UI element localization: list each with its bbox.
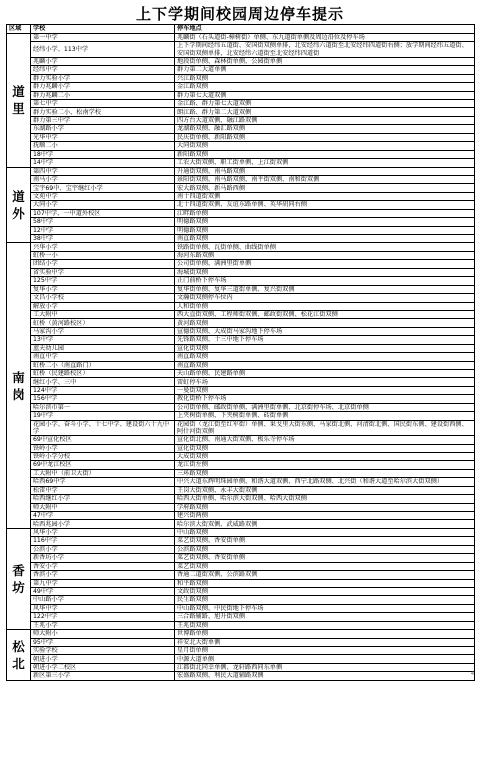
table-row <box>7 42 475 57</box>
school-cell: 虹桥（民建路校区） <box>31 370 175 378</box>
parking-cell: 宣德街双侧、大成街马家沟地下停车场 <box>175 327 475 335</box>
district-cell: 南 岗 <box>7 243 31 528</box>
parking-cell: 北十四道街双侧、友谊东路单侧、英华胡同右侧 <box>175 201 475 209</box>
table-row <box>7 142 475 150</box>
school-cell: 107中学、一中道外校区 <box>31 209 175 217</box>
table-row <box>7 503 475 511</box>
parking-cell: 中源大道单侧 <box>175 655 475 663</box>
table-row <box>7 243 475 251</box>
table-row <box>7 672 475 680</box>
parking-cell: 文瀚街双侧停车位内 <box>175 294 475 302</box>
parking-cell: 海城街双侧 <box>175 268 475 276</box>
page-title: 上下学期间校园周边停车提示 <box>135 5 344 23</box>
school-cell: 群力第三中学 <box>31 116 175 124</box>
table-row <box>7 638 475 646</box>
table-row <box>7 218 475 226</box>
table-row <box>7 403 475 411</box>
parking-cell: 文政街双侧 <box>175 587 475 595</box>
school-cell: 第四中学 <box>31 167 175 175</box>
table-row <box>7 495 475 503</box>
district-cell: 道 外 <box>7 167 31 243</box>
table-row <box>7 655 475 663</box>
table-row <box>7 260 475 268</box>
table-row <box>7 125 475 133</box>
notice-page <box>6 4 474 681</box>
parking-cell: 学府路双侧 <box>175 503 475 511</box>
school-cell: 新香坊小学 <box>31 554 175 562</box>
parking-cell: 民生路双侧 <box>175 596 475 604</box>
parking-cell: 景阳街双侧、南马路双侧、南平街双侧、南和街双侧 <box>175 175 475 183</box>
parking-cell: 宣化街北侧、南通大街双侧、极乐寺停车场 <box>175 436 475 444</box>
header-school: 学校 <box>31 25 175 34</box>
table-row <box>7 251 475 259</box>
school-cell: 东湖路小学 <box>31 125 175 133</box>
school-cell: 朝进小学 <box>31 655 175 663</box>
parking-cell: 公司街单侧、邮政街单侧、满洲里街单侧、北京街停车场、北京街单侧 <box>175 403 475 411</box>
parking-cell: 明德路双侧 <box>175 218 475 226</box>
school-cell: 花园小学、奋斗小学、十七中学、建设街六十九中学 <box>31 420 175 435</box>
parking-cell: 星月街单侧 <box>175 647 475 655</box>
parking-cell: 王岗大街双侧、永丰大街双侧 <box>175 486 475 494</box>
parking-cell: 升通街双侧、南马路双侧 <box>175 167 475 175</box>
school-cell: 大同小学 <box>31 201 175 209</box>
parking-cell: 复华街单侧、复华三道街单侧、复兴街双侧 <box>175 285 475 293</box>
table-row <box>7 192 475 200</box>
parking-cell: 雷虹停车场 <box>175 378 475 386</box>
school-cell: 师大附中 <box>31 503 175 511</box>
table-row <box>7 613 475 621</box>
school-cell: 实验学校 <box>31 647 175 655</box>
parking-cell: 三合路辅路、旭升街双侧 <box>175 613 475 621</box>
table-row <box>7 91 475 99</box>
parking-cell: 上夹树街单侧、下夹树街单侧、砖街单侧 <box>175 412 475 420</box>
parking-cell: 菜艺街双侧 <box>175 562 475 570</box>
school-cell: 风华中学 <box>31 604 175 612</box>
table-row <box>7 596 475 604</box>
parking-cell: 教化街桥下停车场 <box>175 395 475 403</box>
school-cell: 香滨小学 <box>31 571 175 579</box>
parking-cell: 中兴大道东辉明珠园单侧、和谐大道双侧、西宁北路双侧、北兴街（和谐大道至哈尔滨大街双侧） <box>175 478 475 486</box>
district-cell: 道 里 <box>7 34 31 168</box>
school-cell: 经纬小学、113中学 <box>31 42 175 57</box>
page-mark: 4 <box>470 670 474 677</box>
table-row <box>7 395 475 403</box>
school-cell: 蓝天幼儿园 <box>31 344 175 352</box>
parking-cell: 兴江路双侧 <box>175 74 475 82</box>
parking-cell: 明德路双侧 <box>175 226 475 234</box>
parking-cell: 中山路双侧 <box>175 528 475 536</box>
school-cell: 哈西继红小学 <box>31 495 175 503</box>
parking-cell: 哈尔滨大街双侧、武威路双侧 <box>175 520 475 528</box>
table-row <box>7 554 475 562</box>
school-cell: 兆麟小学 <box>31 57 175 65</box>
parking-cell: 天山路单侧、民建路单侧 <box>175 370 475 378</box>
school-cell: 156中学 <box>31 395 175 403</box>
parking-cell: 花园街（龙江街至红军街）单侧、果戈里大街东侧、马家街北侧、河清街北侧、国民街东侧、建设街西侧、阿什河街双侧 <box>175 420 475 435</box>
table-row <box>7 537 475 545</box>
school-cell: 69中龙江校区 <box>31 461 175 469</box>
school-cell: 南马小学 <box>31 175 175 183</box>
school-cell: 49中学 <box>31 587 175 595</box>
parking-cell: 南直路双侧 <box>175 235 475 243</box>
school-cell: 新区第三小学 <box>31 672 175 680</box>
school-cell: 14中学 <box>31 159 175 167</box>
table-body <box>7 34 475 681</box>
school-cell: 铁岭小学分校 <box>31 452 175 460</box>
school-cell: 122中学 <box>31 613 175 621</box>
school-cell: 继红小学、三中 <box>31 378 175 386</box>
school-cell: 师大附小 <box>31 630 175 638</box>
table-row <box>7 386 475 394</box>
table-row <box>7 587 475 595</box>
school-cell: 中山路小学 <box>31 596 175 604</box>
school-cell: 南直中学 <box>31 353 175 361</box>
parking-cell: 海河东路双侧 <box>175 251 475 259</box>
table-row <box>7 74 475 82</box>
school-cell: 哈西69中学 <box>31 478 175 486</box>
school-cell: 69中宣化校区 <box>31 436 175 444</box>
parking-cell: 建兴街两侧 <box>175 512 475 520</box>
school-cell: 复华小学 <box>31 285 175 293</box>
table-row <box>7 66 475 74</box>
parking-cell: 四方台大道双侧、融江路双侧 <box>175 116 475 124</box>
table-row <box>7 184 475 192</box>
school-cell: 光华中学 <box>31 133 175 141</box>
school-cell: 38中学 <box>31 235 175 243</box>
table-row <box>7 378 475 386</box>
parking-cell: 龙江街左侧 <box>175 461 475 469</box>
parking-cell: 上下学期间经纬五道街、安国街双侧单排，北安经纬六道街至北安经纬四道街右侧；放学期间经纬五道街、安国街双侧单排，北安经纬六道街至北安经纬四道街 <box>175 42 475 57</box>
school-cell: 文昌小学校 <box>31 294 175 302</box>
school-cell: 第九中学 <box>31 579 175 587</box>
table-row <box>7 621 475 629</box>
parking-cell: 西大直街双侧、工程师街双侧、邮政街双侧、松花江街双侧 <box>175 310 475 318</box>
table-row <box>7 579 475 587</box>
table-row <box>7 478 475 486</box>
table-row <box>7 159 475 167</box>
parking-cell: 新阳路双侧 <box>175 150 475 158</box>
table-row <box>7 100 475 108</box>
parking-cell: 铁路街单侧、瓦街单侧、曲线街单侧 <box>175 243 475 251</box>
parking-cell: 宏盛路双侧、利民大道辅路双侧 <box>175 672 475 680</box>
parking-cell: 公滨路双侧 <box>175 545 475 553</box>
school-cell: 第一中学 <box>31 34 175 42</box>
parking-cell: 民庆街单侧、新阳路双侧 <box>175 133 475 141</box>
table-row <box>7 336 475 344</box>
school-cell: 哈尔滨市第一 <box>31 403 175 411</box>
school-cell: 王兆小学 <box>31 621 175 629</box>
parking-cell: 大成街双侧 <box>175 452 475 460</box>
parking-cell: 祥安北大街单侧 <box>175 638 475 646</box>
table-row <box>7 452 475 460</box>
parking-cell: 南直路双侧 <box>175 361 475 369</box>
header-parking-location: 停车地点 <box>175 25 475 34</box>
table-row <box>7 235 475 243</box>
parking-cell: 哈西大街单侧、哈尔滨大街双侧、哈西大街双侧 <box>175 495 475 503</box>
parking-cell: 宏大路双侧、新马路西侧 <box>175 184 475 192</box>
parking-cell: 南直路双侧 <box>175 353 475 361</box>
table-row <box>7 167 475 175</box>
table-row <box>7 83 475 91</box>
table-row <box>7 469 475 477</box>
school-cell: 19中学 <box>31 412 175 420</box>
school-cell: 群力兆麟小学 <box>31 83 175 91</box>
school-cell: 宝宇69中、宝宇继红小学 <box>31 184 175 192</box>
school-cell: 47中学 <box>31 512 175 520</box>
school-cell: 解放小学 <box>31 302 175 310</box>
school-cell: 124中学 <box>31 386 175 394</box>
parking-cell: 和平路双侧 <box>175 579 475 587</box>
parking-cell: 大同街双侧 <box>175 142 475 150</box>
table-row <box>7 116 475 124</box>
school-cell: 省实验中学 <box>31 268 175 276</box>
school-cell: 香安小学 <box>31 562 175 570</box>
parking-cell: 朗江路、群力第二大道双侧 <box>175 108 475 116</box>
table-row <box>7 150 475 158</box>
school-cell: 群力实验小学 <box>31 74 175 82</box>
table-row <box>7 461 475 469</box>
parking-cell: 群力第二大道单侧 <box>175 66 475 74</box>
parking-cell: 江都街北同幸单侧、龙轩路西同东单侧 <box>175 663 475 671</box>
table-row <box>7 571 475 579</box>
school-cell: 抚顺二小 <box>31 142 175 150</box>
table-row <box>7 344 475 352</box>
school-cell: 群力实验二小、松南学校 <box>31 108 175 116</box>
school-cell: 朝进小学二校区 <box>31 663 175 671</box>
table-row <box>7 327 475 335</box>
parking-cell: 正门前桥下停车场 <box>175 277 475 285</box>
table-row <box>7 604 475 612</box>
table-row <box>7 34 475 42</box>
school-cell: 风华小学 <box>31 528 175 536</box>
table-row <box>7 436 475 444</box>
parking-cell: 宣化街双侧 <box>175 344 475 352</box>
school-cell: 文苑中学 <box>31 192 175 200</box>
school-cell: 松雷中学 <box>31 486 175 494</box>
parking-cell: 中山路双侧、中民街地下停车场 <box>175 604 475 612</box>
school-cell: 经纬中学 <box>31 66 175 74</box>
table-row <box>7 545 475 553</box>
parking-cell: 兆麟街（石头道街-樟树街）单侧、东九道街单侧及周边沿位及停车场 <box>175 34 475 42</box>
table-row <box>7 294 475 302</box>
parking-cell: 地段街单侧、森林街单侧、公园街单侧 <box>175 57 475 65</box>
school-cell: 马家沟小学 <box>31 327 175 335</box>
school-cell: 58中学 <box>31 218 175 226</box>
table-row <box>7 175 475 183</box>
table-row <box>7 412 475 420</box>
school-cell: 12中学 <box>31 226 175 234</box>
parking-cell: 金江路、群力第七大道双侧 <box>175 100 475 108</box>
parking-cell: 先锋路双侧、十三中地下停车场 <box>175 336 475 344</box>
table-row <box>7 562 475 570</box>
school-cell: 公滨小学 <box>31 545 175 553</box>
school-cell: 18中学 <box>31 150 175 158</box>
parking-table <box>6 24 475 681</box>
school-cell: 哈西兆园小学 <box>31 520 175 528</box>
table-row <box>7 268 475 276</box>
school-cell: 95中学 <box>31 638 175 646</box>
table-row <box>7 133 475 141</box>
table-row <box>7 302 475 310</box>
table-row <box>7 57 475 65</box>
school-cell: 工大附中 <box>31 310 175 318</box>
table-row <box>7 310 475 318</box>
parking-cell: 人和街单侧 <box>175 302 475 310</box>
header-district: 区域 <box>7 25 31 34</box>
school-cell: 铁岭小学 <box>31 444 175 452</box>
parking-cell: 三环路双侧 <box>175 469 475 477</box>
parking-cell: 公司街单侧、满洲里街单侧 <box>175 260 475 268</box>
table-row <box>7 108 475 116</box>
table-row <box>7 486 475 494</box>
parking-cell: 江畔路单侧 <box>175 209 475 217</box>
school-cell: 13中学 <box>31 336 175 344</box>
parking-cell: 一曼街双侧 <box>175 386 475 394</box>
school-cell: 116中学 <box>31 537 175 545</box>
school-cell: 第七中学 <box>31 100 175 108</box>
parking-cell: 工农大街双侧、职工街单侧、上江街双侧 <box>175 159 475 167</box>
parking-cell: 金江路双侧 <box>175 83 475 91</box>
school-cell: 兴华小学 <box>31 243 175 251</box>
table-row <box>7 630 475 638</box>
table-row <box>7 226 475 234</box>
table-row <box>7 319 475 327</box>
parking-cell: 世博路单侧 <box>175 630 475 638</box>
parking-cell: 菜艺街双侧、香安街单侧 <box>175 537 475 545</box>
school-cell: 工大附中（前卫大街） <box>31 469 175 477</box>
parking-cell: 香通二道街双侧、公滨路双侧 <box>175 571 475 579</box>
table-header-row <box>7 25 475 34</box>
school-cell: 团结小学 <box>31 260 175 268</box>
parking-cell: 宣化街双侧 <box>175 444 475 452</box>
school-cell: 群力兆麟二小 <box>31 91 175 99</box>
table-row <box>7 444 475 452</box>
table-row <box>7 201 475 209</box>
parking-cell: 群力第七大道双侧 <box>175 91 475 99</box>
table-row <box>7 353 475 361</box>
table-row <box>7 663 475 671</box>
table-row <box>7 528 475 536</box>
parking-cell: 龙湖路双侧、融汇路双侧 <box>175 125 475 133</box>
table-row <box>7 370 475 378</box>
school-cell: 125中学 <box>31 277 175 285</box>
table-row <box>7 647 475 655</box>
table-row <box>7 361 475 369</box>
table-row <box>7 285 475 293</box>
school-cell: 虹桥二小（南直路门） <box>31 361 175 369</box>
school-cell: 虹桥一小 <box>31 251 175 259</box>
district-cell: 松 北 <box>7 630 31 681</box>
parking-cell: 南十四道街双侧 <box>175 192 475 200</box>
table-row <box>7 512 475 520</box>
table-row <box>7 420 475 435</box>
district-cell: 香 坊 <box>7 528 31 629</box>
parking-cell: 黄河路双侧 <box>175 319 475 327</box>
school-cell: 虹桥（黄河路校区） <box>31 319 175 327</box>
table-row <box>7 520 475 528</box>
table-row <box>7 277 475 285</box>
parking-cell: 菜艺街双侧、香安街单侧 <box>175 554 475 562</box>
table-row <box>7 209 475 217</box>
parking-cell: 王兆街双侧 <box>175 621 475 629</box>
